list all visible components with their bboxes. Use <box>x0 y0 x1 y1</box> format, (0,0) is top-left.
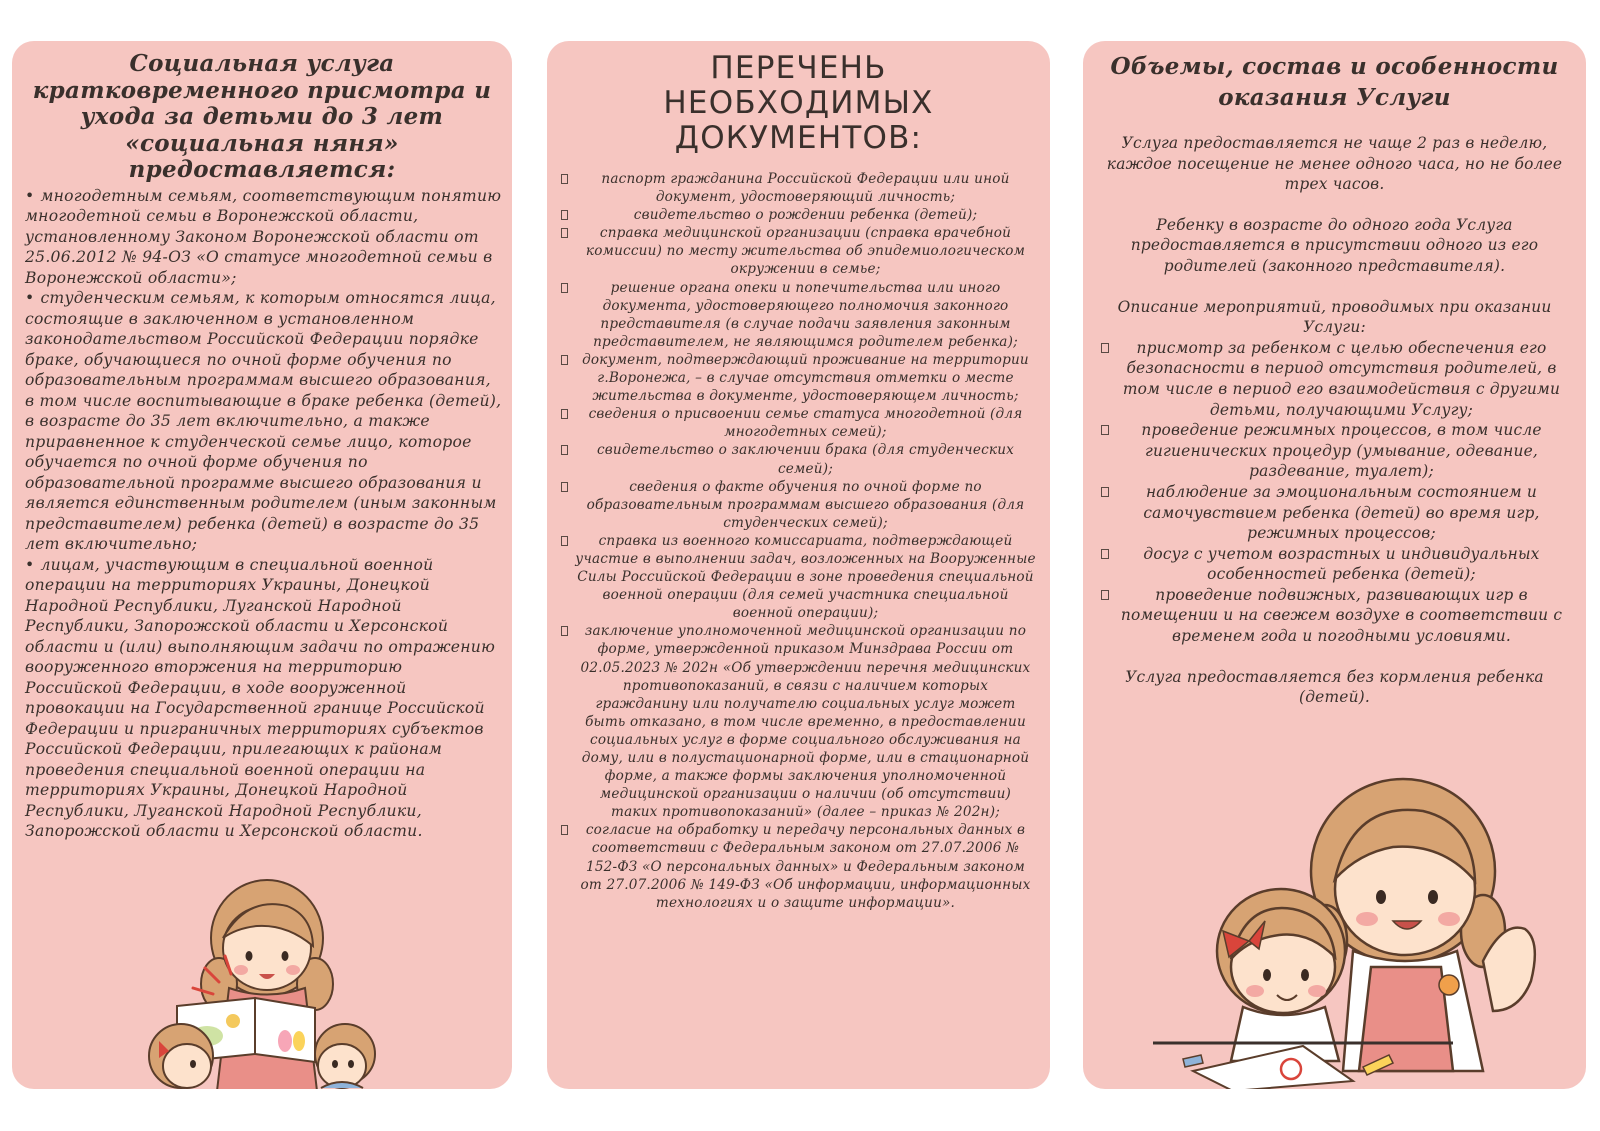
right-panel <box>1083 41 1586 1089</box>
middle-panel <box>547 41 1050 1089</box>
list-item: присмотр за ребенком с целью обеспечения его безопасности в период отсутствия родителей, в том числе в период его взаимодействия с другими детьми, получающими Услугу; <box>1101 338 1568 420</box>
list-item: сведения о факте обучения по очной форме по образовательным программам высшего образования (для студенческих семей); <box>561 478 1036 532</box>
list-item: паспорт гражданина Российской Федерации или иной документ, удостоверяющий личность; <box>561 170 1036 206</box>
list-item: • лицам, участвующим в специальной военной операции на территориях Украины, Донецкой Народной Республики, Луганской Народной Республики, Запорожской области и Херсонской области и (или) выполняющим задачи по отражению вооруженного вторжения на территорию Российской Федерации, в ходе вооруженной провокации на Государственной границе Российской Федерации и приграничных территориях субъектов Российской Федерации, прилегающих к районам проведения специальной военной операции на территориях Украины, Донецкой Народной Республики, Луганской Народной Республики, Запорожской области и Херсонской области. <box>25 555 496 840</box>
activities-list <box>1101 338 1568 647</box>
list-item: согласие на обработку и передачу персональных данных в соответствии с Федеральным законом от 27.07.2006 № 152-ФЗ «О персональных данных» и Федеральным законом от 27.07.2006 № 149-ФЗ «Об информации, информационных технологиях и о защите информации». <box>561 821 1036 911</box>
checkbox-icon <box>1101 590 1109 600</box>
bullet-icon: • <box>25 555 35 574</box>
list-item: документ, подтверждающий проживание на территории г.Воронежа, – в случае отсутствия отметки о месте жительства в документе, удостоверяющем личность; <box>561 351 1036 405</box>
list-item: наблюдение за эмоциональным состоянием и самочувствием ребенка (детей) во время игр, режимных процессов; <box>1101 482 1568 544</box>
service-details-title: Объемы, состав и особенности оказания Услуги <box>1110 53 1559 111</box>
checkbox-icon <box>561 445 568 455</box>
activities-heading: Описание мероприятий, проводимых при оказании Услуги: <box>1117 297 1552 337</box>
left-panel-title: Социальная услуга кратковременного присмотра и ухода за детьми до 3 лет «социальная няня» предоставляется: <box>32 50 492 183</box>
list-item: решение органа опеки и попечительства или иного документа, удостоверяющего полномочия законного представителя (в случае подачи заявления законным представителем, не являющимся родителем ребенка); <box>561 279 1036 351</box>
frequency-paragraph: Услуга предоставляется не чаще 2 раз в неделю, каждое посещение не менее одного часа, но не более трех часов. <box>1106 134 1563 194</box>
list-item: проведение подвижных, развивающих игр в помещении и на свежем воздухе в соответствии с временем года и погодными условиями. <box>1101 585 1568 647</box>
infant-paragraph: Ребенку в возрасте до одного года Услуга предоставляется в присутствии одного из его родителей (законного представителя). <box>1130 215 1539 275</box>
checkbox-icon <box>561 228 568 238</box>
checkbox-icon <box>561 626 568 636</box>
documents-list <box>561 170 1036 912</box>
left-panel <box>12 41 512 1089</box>
bullet-icon: • <box>25 289 35 307</box>
list-item: • многодетным семьям, соответствующим понятию многодетной семьи в Воронежской области, установленному Законом Воронежской области от 25.06.2012 № 94-ОЗ «О статусе многодетной семьи в Воронежской области»; <box>25 186 502 287</box>
checkbox-icon <box>1101 487 1109 497</box>
list-item: досуг с учетом возрастных и индивидуальных особенностей ребенка (детей); <box>1101 544 1568 585</box>
eligible-groups-list <box>25 186 504 842</box>
checkbox-icon <box>1101 549 1109 559</box>
list-item: заключение уполномоченной медицинской организации по форме, утвержденной приказом Минздрава России от 02.05.2023 № 202н «Об утверждении перечня медицинских противопоказаний, в связи с наличием которых гражданину или получателю социальных услуг может быть отказано, в том числе временно, в предоставлении социальных услуг в форме социального обслуживания на дому, или в полустационарной форме, или в стационарной форме, а также формы заключения уполномоченной медицинской организации о наличии (об отсутствии) таких противопоказаний» (далее – приказ № 202н); <box>561 622 1036 821</box>
checkbox-icon <box>1101 425 1109 435</box>
checkbox-icon <box>561 283 568 293</box>
nanny-drawing-illustration <box>1153 771 1573 1089</box>
no-feeding-paragraph: Услуга предоставляется без кормления ребенка (детей). <box>1125 667 1544 707</box>
checkbox-icon <box>1101 343 1109 353</box>
checkbox-icon <box>561 409 568 419</box>
checkbox-icon <box>561 536 568 546</box>
list-item: справка медицинской организации (справка врачебной комиссии) по месту жительства об эпидемиологическом окружении в семье; <box>561 224 1036 278</box>
service-details-body <box>1101 133 1568 708</box>
list-item: свидетельство о заключении брака (для студенческих семей); <box>561 441 1036 477</box>
bullet-icon: • <box>25 186 35 205</box>
checkbox-icon <box>561 482 568 492</box>
checkbox-icon <box>561 210 568 220</box>
list-item: • студенческим семьям, к которым относятся лица, состоящие в заключенном в установленном законодательством Российской Федерации порядке браке, обучающиеся по очной форме обучения по образовательным программам высшего образования, в том числе воспитывающие в браке ребенка (детей), в возрасте до 35 лет включительно, а также приравненное к студенческой семье лицо, которое обучается по очной форме обучения по образовательной программе высшего образования и является единственным родителем (иным законным представителем) ребенка (детей) в возрасте до 35 лет включительно; <box>25 289 502 553</box>
list-item: проведение режимных процессов, в том числе гигиенических процедур (умывание, одевание, раздевание, туалет); <box>1101 420 1568 482</box>
documents-title: ПЕРЕЧЕНЬ НЕОБХОДИМЫХ ДОКУМЕНТОВ: <box>663 50 934 156</box>
list-item: сведения о присвоении семье статуса многодетной (для многодетных семей); <box>561 405 1036 441</box>
list-item: свидетельство о рождении ребенка (детей); <box>561 206 1036 224</box>
checkbox-icon <box>561 174 568 184</box>
nanny-reading-illustration <box>137 876 397 1089</box>
list-item: справка из военного комиссариата, подтверждающей участие в выполнении задач, возложенных на Вооруженные Силы Российской Федерации в зоне проведения специальной военной операции (для семей участника специальной военной операции); <box>561 532 1036 622</box>
checkbox-icon <box>561 355 568 365</box>
checkbox-icon <box>561 825 568 835</box>
